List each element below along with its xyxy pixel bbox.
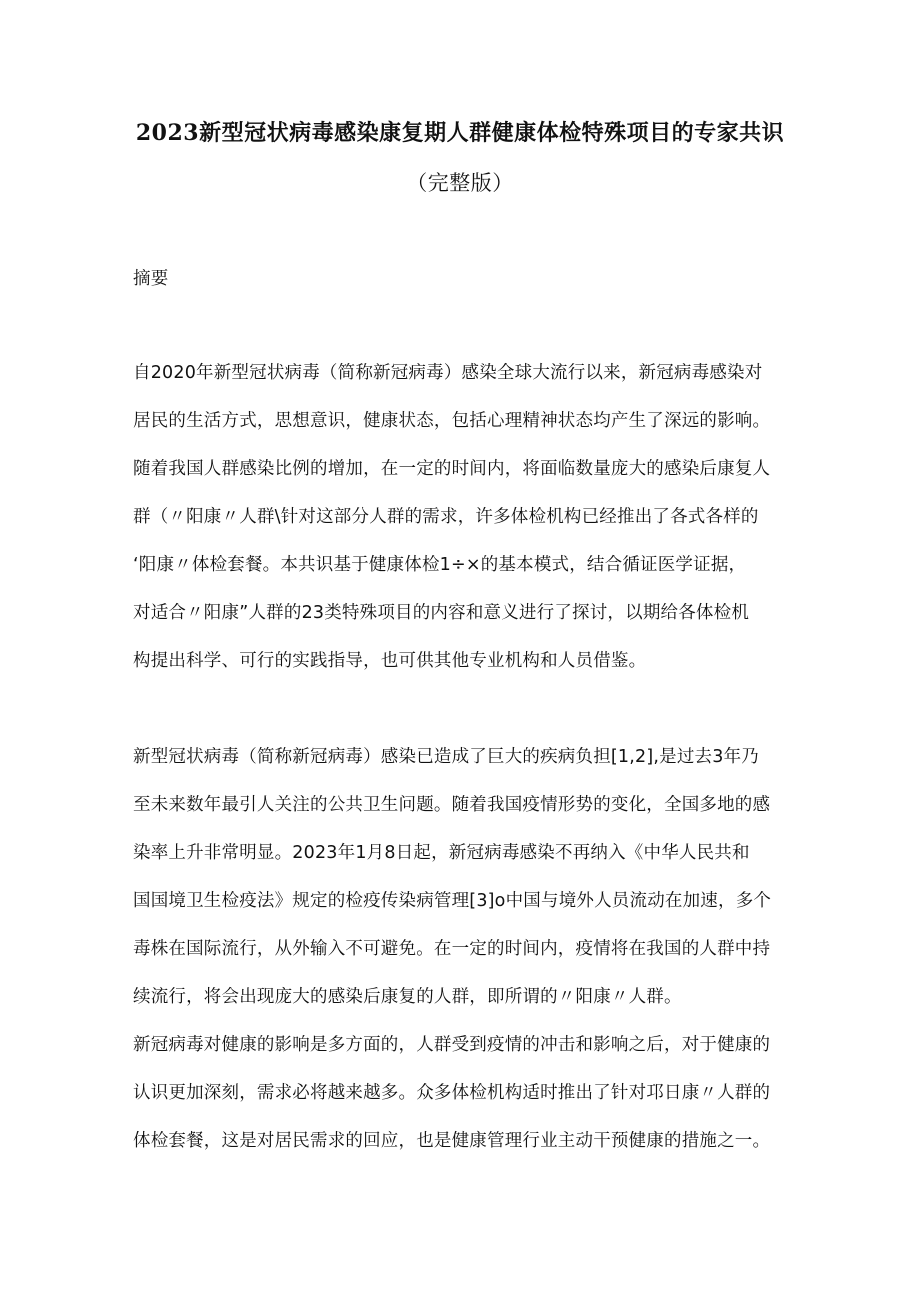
paragraph-2-line: 续流行，将会出现庞大的感染后康复的人群，即所谓的〃阳康〃人群。 [133, 987, 682, 1007]
paragraph-2-line: 至未来数年最引人关注的公共卫生问题。随着我国疫情形势的变化，全国多地的感 [133, 795, 771, 815]
abstract-heading: 摘要 [133, 269, 169, 289]
paragraph-1-line: 构提出科学、可行的实践指导，也可供其他专业机构和人员借鉴。 [133, 651, 647, 671]
paragraph-1-line: 居民的生活方式，思想意识，健康状态，包括心理精神状态均产生了深远的影响。 [133, 411, 771, 431]
paragraph-3-line: 体检套餐，这是对居民需求的回应，也是健康管理行业主动干预健康的措施之一。 [133, 1131, 771, 1151]
paragraph-2-line: 毒株在国际流行，从外输入不可避免。在一定的时间内，疫情将在我国的人群中持 [133, 939, 771, 959]
paragraph-2-line: 国国境卫生检疫法》规定的检疫传染病管理[3]o中国与境外人员流动在加速，多个 [133, 891, 772, 911]
paragraph-1-line: 群（〃阳康〃人群\针对这部分人群的需求，许多体检机构已经推出了各式各样的 [133, 507, 759, 527]
document-title: 2023新型冠状病毒感染康复期人群健康体检特殊项目的专家共识 [135, 120, 785, 146]
paragraph-2-line: 染率上升非常明显。2023年1月8日起，新冠病毒感染不再纳入《中华人民共和 [133, 843, 750, 863]
paragraph-1-line: 随着我国人群感染比例的增加，在一定的时间内，将面临数量庞大的感染后康复人 [133, 459, 771, 479]
paragraph-2-line: 新型冠状病毒（简称新冠病毒）感染已造成了巨大的疾病负担[1,2],是过去3年乃 [133, 747, 759, 767]
document-subtitle: （完整版） [406, 171, 514, 195]
paragraph-1-line: ‘阳康〃体检套餐。本共识基于健康体检1÷×的基本模式，结合循证医学证据， [133, 555, 747, 575]
paragraph-3-line: 新冠病毒对健康的影响是多方面的，人群受到疫情的冲击和影响之后，对于健康的 [133, 1035, 771, 1055]
paragraph-3-line: 认识更加深刻，需求必将越来越多。众多体检机构适时推出了针对邛日康〃人群的 [133, 1083, 771, 1103]
paragraph-1-line: 自2020年新型冠状病毒（简称新冠病毒）感染全球大流行以来，新冠病毒感染对 [133, 363, 763, 383]
paragraph-1-line: 对适合〃阳康”人群的23类特殊项目的内容和意义进行了探讨，以期给各体检机 [133, 603, 750, 623]
